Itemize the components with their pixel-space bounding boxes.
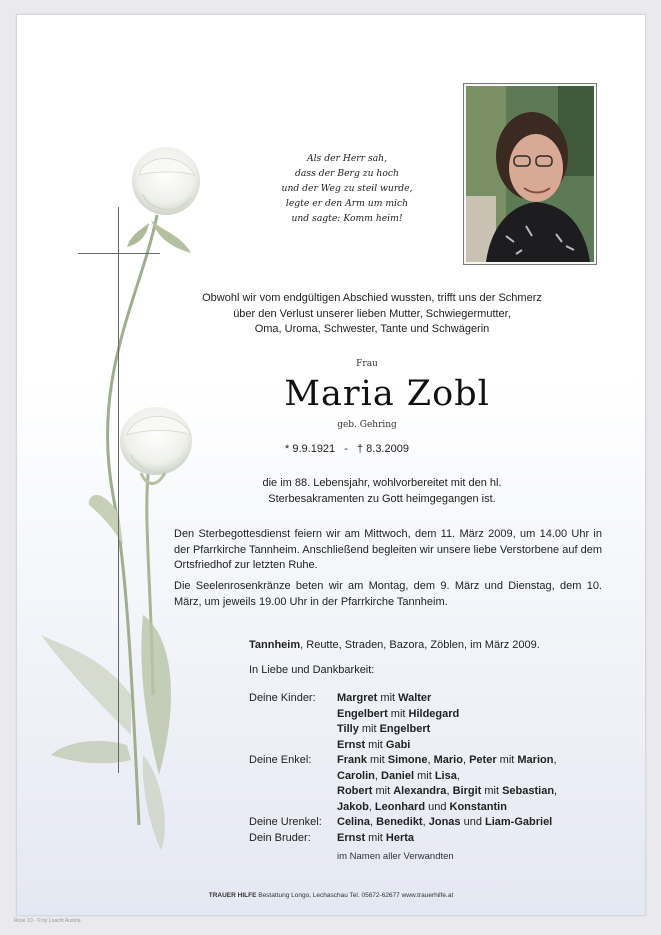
family-connector: ,: [427, 754, 434, 766]
family-member-name: Tilly: [337, 723, 359, 735]
family-connector: ,: [368, 800, 375, 813]
rosary-paragraph: Die Seelenrosenkränze beten wir am Montag, dem 9. März und Dienstag, dem 10. März, um jeweils 19.00 Uhr in der Pfarrkirche Tannheim.: [174, 580, 602, 608]
salutation: Frau: [356, 359, 378, 369]
family-line: [337, 815, 609, 831]
family-line: [337, 691, 609, 707]
great-grandchildren-list: [337, 815, 609, 831]
white-roses-illustration: [31, 135, 211, 855]
family-member-name: Jakob: [337, 800, 369, 813]
birth-date: * 9.9.1921: [285, 443, 336, 455]
family-line: [337, 769, 609, 785]
cross-horizontal-line: [78, 253, 160, 254]
family-member-name: Konstantin: [449, 800, 507, 813]
family-member-name: Margret: [337, 692, 378, 704]
family-connector: und: [460, 816, 485, 828]
grandchildren-list: [337, 753, 609, 815]
family-member-name: Robert: [337, 785, 373, 797]
poem-line: legte er den Arm um mich: [285, 198, 409, 209]
death-date: † 8.3.2009: [356, 443, 409, 455]
family-connector: ,: [374, 769, 382, 782]
poem-line: und der Weg zu steil wurde,: [281, 183, 413, 194]
family-member-name: Hildegard: [408, 707, 460, 720]
family-member-name: Leonhard: [374, 800, 426, 813]
love-line: In Liebe und Dankbarkeit:: [249, 664, 375, 676]
family-member-name: Frank: [337, 754, 367, 766]
image-credit: Rose 10 - © by Loacht Austria: [14, 918, 81, 924]
intro-text: [157, 291, 587, 338]
brother-list: [337, 831, 609, 847]
family-member-name: Peter: [469, 754, 497, 766]
intro-line: über den Verlust unserer lieben Mutter, Schwiegermutter,: [233, 307, 511, 320]
family-member-name: Ernst: [337, 738, 366, 751]
family-member-name: Alexandra: [393, 785, 447, 797]
great-grandchildren-label: Deine Urenkel:: [249, 816, 322, 828]
children-label: Deine Kinder:: [249, 692, 316, 704]
family-line: [337, 831, 609, 847]
family-line: [337, 800, 609, 816]
family-line: [337, 738, 609, 754]
family-member-name: Herta: [385, 831, 415, 844]
family-connector: und: [425, 800, 450, 813]
family-row: [249, 815, 609, 831]
family-row: [249, 691, 609, 753]
location-line: [249, 639, 609, 651]
family-connector: ,: [553, 754, 557, 766]
family-member-name: Mario: [433, 754, 463, 766]
family-line: [337, 753, 609, 769]
portrait-image: [466, 86, 594, 262]
family-member-name: Jonas: [428, 816, 461, 828]
children-list: [337, 691, 609, 753]
family-member-name: Simone: [387, 754, 428, 766]
grandchildren-label: Deine Enkel:: [249, 754, 312, 766]
family-member-name: Ernst: [337, 831, 366, 844]
family-list: [249, 691, 609, 846]
poem-line: Als der Herr sah,: [306, 153, 388, 164]
family-connector: ,: [422, 816, 429, 828]
family-member-name: Lisa: [434, 769, 457, 782]
family-connector: mit: [481, 785, 503, 797]
family-connector: mit: [366, 754, 388, 766]
family-connector: ,: [446, 785, 453, 797]
family-connector: mit: [496, 754, 518, 766]
family-connector: mit: [387, 707, 409, 720]
family-line: [337, 784, 609, 800]
family-connector: ,: [456, 769, 460, 782]
portrait-photo: [463, 83, 597, 265]
family-line: [337, 722, 609, 738]
family-member-name: Liam-Gabriel: [485, 816, 553, 828]
family-connector: mit: [365, 738, 386, 751]
family-row: [249, 753, 609, 815]
location-town: Tannheim: [249, 639, 301, 651]
family-connector: ,: [554, 785, 558, 797]
intro-line: Obwohl wir vom endgültigen Abschied wussten, trifft uns der Schmerz: [202, 292, 542, 304]
family-connector: mit: [358, 723, 380, 735]
family-connector: mit: [365, 831, 386, 844]
family-member-name: Engelbert: [379, 723, 431, 735]
family-connector: ,: [462, 754, 470, 766]
footer-contact: Bestattung Longo, Lechaschau Tel. 05672-62677 www.trauerhilfe.at: [256, 892, 454, 899]
poem-line: dass der Berg zu hoch: [295, 168, 399, 179]
family-member-name: Sebastian: [502, 785, 555, 797]
family-member-name: Carolin: [337, 769, 375, 782]
family-row: [249, 831, 609, 847]
obituary-card: [16, 14, 646, 916]
family-member-name: Marion: [517, 754, 554, 766]
funeral-paragraph: Den Sterbegottesdienst feiern wir am Mittwoch, dem 11. März 2009, um 14.00 Uhr in der Pfarrkirche Tannheim. Anschließend begleiten wir unsere liebe Verstorbene auf dem Ortsfriedhof zur letzten Ruhe.: [174, 528, 602, 571]
cross-vertical-line: [118, 207, 119, 773]
family-connector: mit: [377, 692, 399, 704]
location-rest: , Reutte, Straden, Bazora, Zöblen, im März 2009.: [300, 639, 540, 651]
family-member-name: Benedikt: [376, 816, 423, 828]
family-member-name: Celina: [337, 816, 371, 828]
life-dates: [257, 443, 437, 455]
date-separator: -: [344, 443, 348, 455]
family-connector: ,: [370, 816, 377, 828]
funeral-home-footer: [17, 892, 645, 899]
family-member-name: Walter: [398, 692, 432, 704]
age-line: die im 88. Lebensjahr, wohlvorbereitet mit den hl.: [262, 477, 502, 489]
family-member-name: Birgit: [452, 785, 482, 797]
family-member-name: Daniel: [381, 769, 415, 782]
family-line: [337, 707, 609, 723]
brother-label: Dein Bruder:: [249, 831, 311, 844]
poem-line: und sagte: Komm heim!: [291, 213, 403, 224]
intro-line: Oma, Uroma, Schwester, Tante und Schwägerin: [254, 323, 490, 335]
relatives-line: im Namen aller Verwandten: [337, 851, 454, 862]
birth-name: geb. Gehring: [337, 420, 397, 430]
footer-brand: TRAUER HILFE: [208, 892, 257, 899]
age-text: [227, 476, 537, 507]
family-member-name: Gabi: [385, 738, 411, 751]
deceased-name: Maria Zobl: [284, 374, 490, 414]
poem: [257, 151, 437, 226]
family-member-name: Engelbert: [337, 707, 388, 720]
family-connector: mit: [372, 785, 394, 797]
family-connector: mit: [414, 769, 435, 782]
age-line: Sterbesakramenten zu Gott heimgegangen ist.: [268, 492, 496, 505]
